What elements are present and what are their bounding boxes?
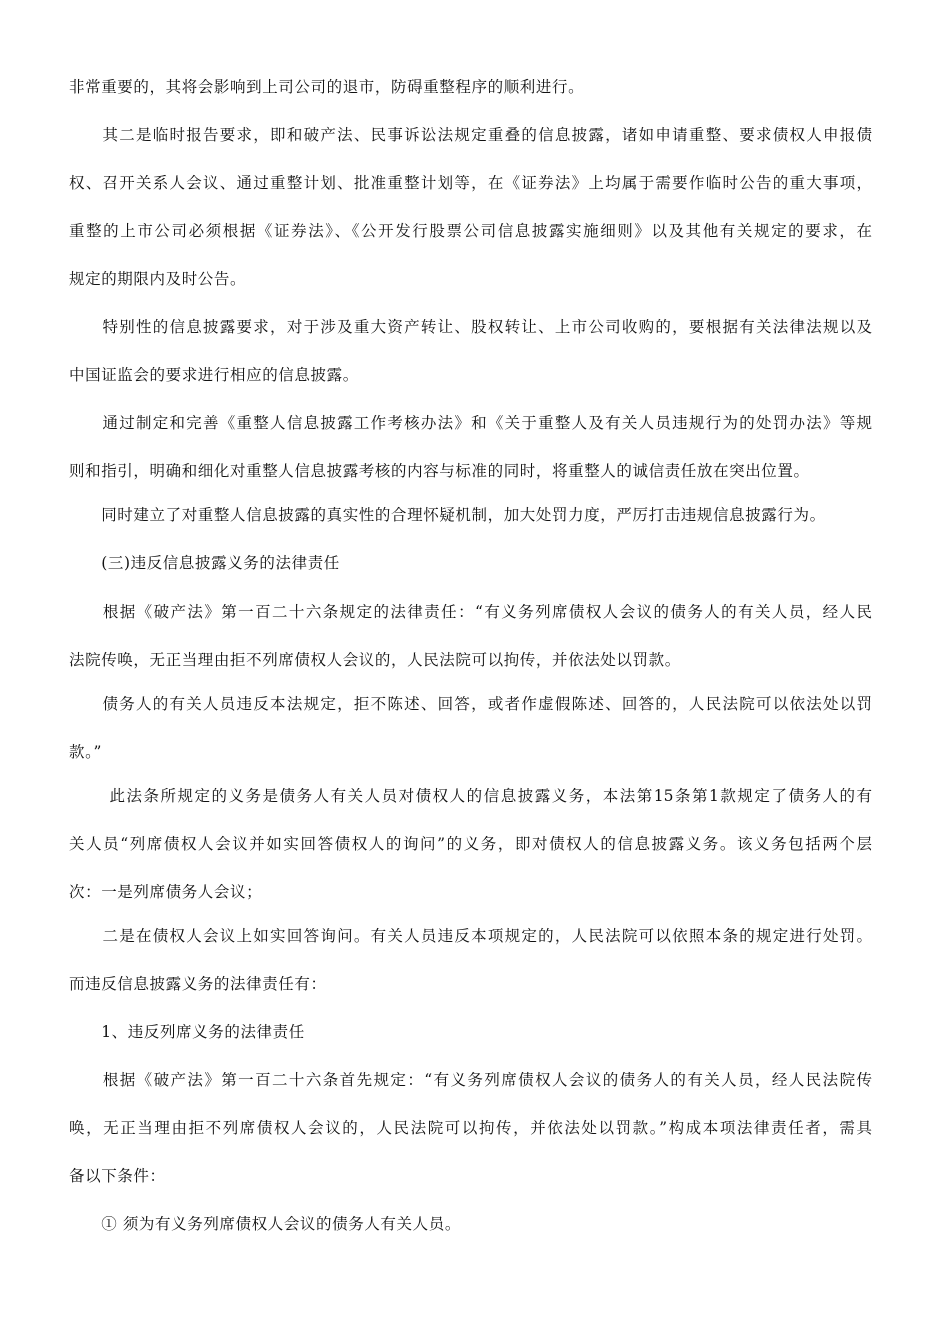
text-line-6: 特别性的信息披露要求，对于涉及重大资产转让、股权转让、上市公司收购的，要根据有关法律法规以及 [69,318,872,336]
text-line-10: 同时建立了对重整人信息披露的真实性的合理怀疑机制，加大处罚力度，严厉打击违规信息披露行为。 [69,506,826,524]
text-line-12: 根据《破产法》第一百二十六条规定的法律责任：“有义务列席债权人会议的债务人的有关人员，经人民 [69,603,872,621]
text-line-3: 权、召开关系人会议、通过重整计划、批准重整计划等，在《证券法》上均属于需要作临时公告的重大事项， [69,174,872,192]
text-line-5: 规定的期限内及时公告。 [69,270,247,288]
text-line-8: 通过制定和完善《重整人信息披露工作考核办法》和《关于重整人及有关人员违规行为的处罚办法》等规 [69,414,872,432]
text-line-11: (三)违反信息披露义务的法律责任 [69,554,340,572]
text-line-23: 唤，无正当理由拒不列席债权人会议的，人民法院可以拘传，并依法处以罚款。”构成本项法律责任者，需具 [69,1119,872,1137]
text-line-1: 非常重要的，其将会影响到上司公司的退市，防碍重整程序的顺利进行。 [69,78,585,96]
text-line-24: 备以下条件： [69,1167,166,1185]
text-line-19: 二是在债权人会议上如实回答询问。有关人员违反本项规定的，人民法院可以依照本条的规定进行处罚。 [69,927,872,945]
text-line-20: 而违反信息披露义务的法律责任有： [69,975,327,993]
text-line-14: 债务人的有关人员违反本法规定，拒不陈述、回答，或者作虚假陈述、回答的，人民法院可以依法处以罚 [69,695,872,713]
text-line-16: 此法条所规定的义务是债务人有关人员对债权人的信息披露义务，本法第15条第1款规定了债务人的有 [69,787,872,805]
text-line-25: ① 须为有义务列席债权人会议的债务人有关人员。 [69,1215,461,1233]
text-line-4: 重整的上市公司必须根据《证券法》、《公开发行股票公司信息披露实施细则》以及其他有关规定的要求，在 [69,222,872,240]
text-line-9: 则和指引，明确和细化对重整人信息披露考核的内容与标准的同时，将重整人的诚信责任放在突出位置。 [69,462,810,480]
text-line-2: 其二是临时报告要求，即和破产法、民事诉讼法规定重叠的信息披露，诸如申请重整、要求债权人申报债 [69,126,872,144]
text-line-22: 根据《破产法》第一百二十六条首先规定：“有义务列席债权人会议的债务人的有关人员，经人民法院传 [69,1071,872,1089]
text-line-21: 1、违反列席义务的法律责任 [69,1023,305,1041]
text-line-15: 款。” [69,743,102,761]
text-line-7: 中国证监会的要求进行相应的信息披露。 [69,366,359,384]
text-line-17: 关人员“列席债权人会议并如实回答债权人的询问”的义务，即对债权人的信息披露义务。该义务包括两个层 [69,835,872,853]
text-line-13: 法院传唤，无正当理由拒不列席债权人会议的，人民法院可以拘传，并依法处以罚款。 [69,651,681,669]
text-line-18: 次：一是列席债务人会议； [69,883,263,901]
